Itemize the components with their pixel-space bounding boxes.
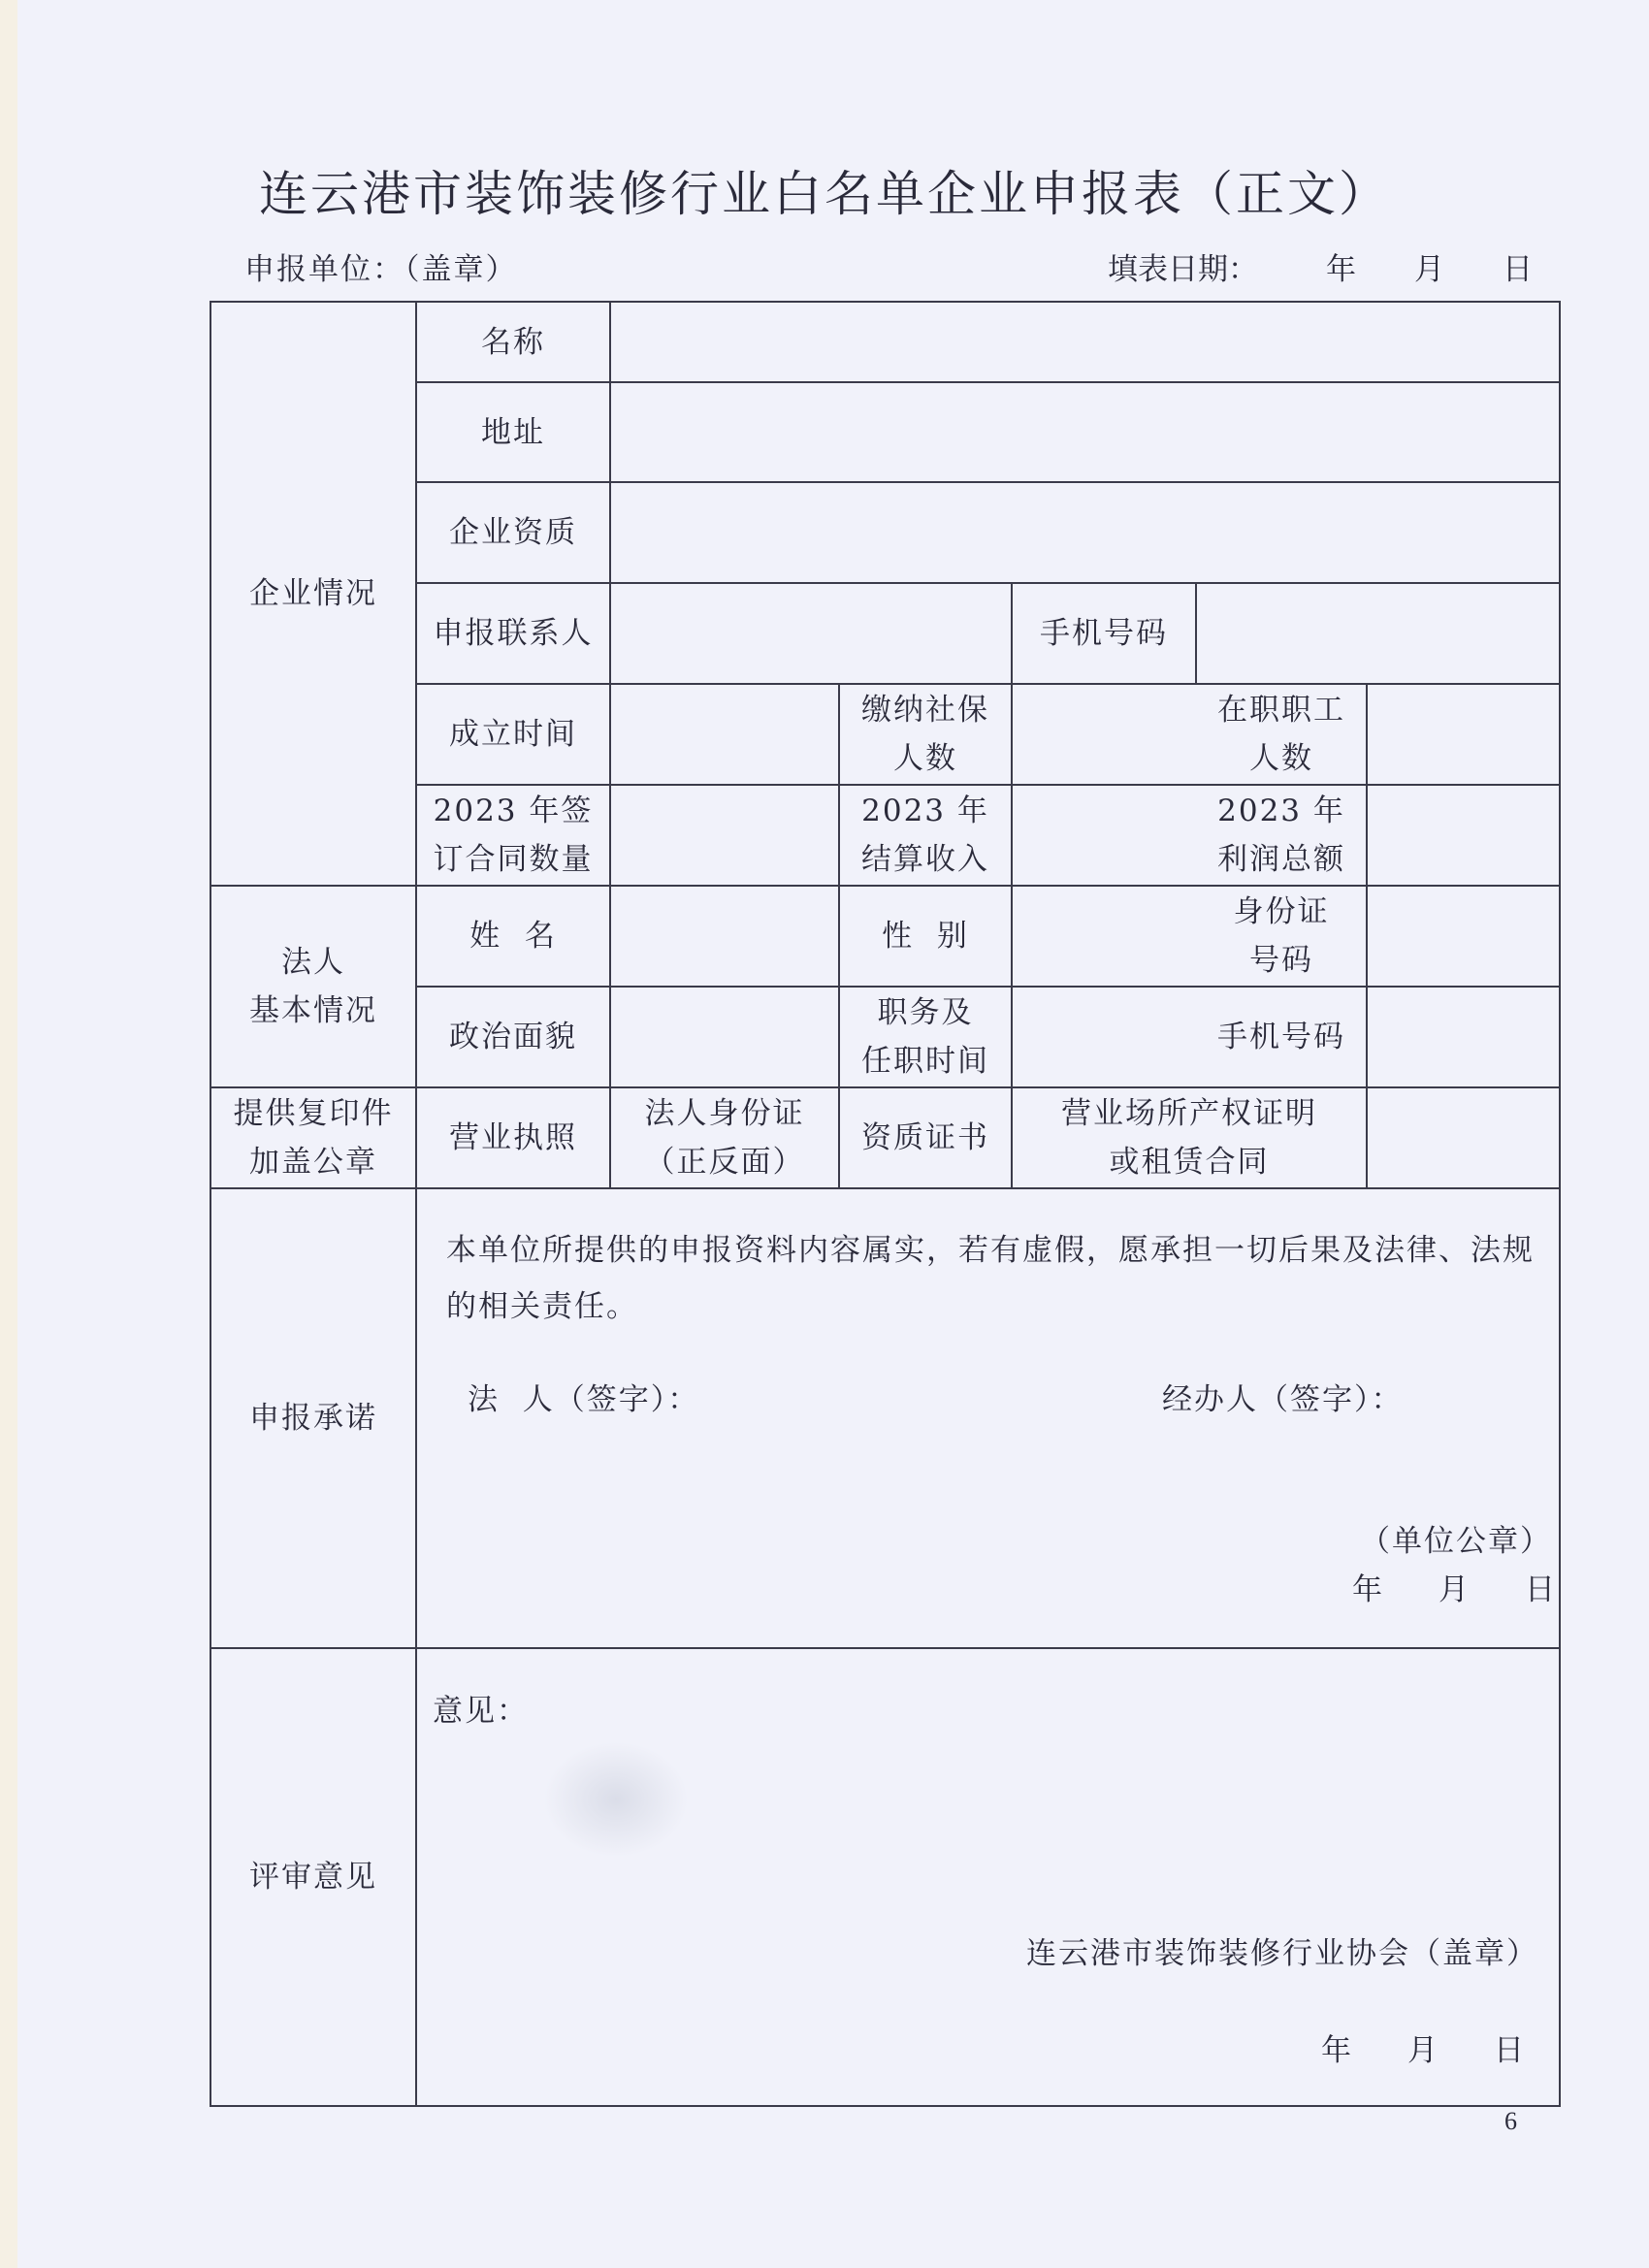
section-copies: 提供复印件 加盖公章 (233, 1096, 394, 1180)
label-profit-2023: 2023 年 利润总额 (1217, 794, 1345, 877)
field-legal-mobile[interactable] (1368, 988, 1559, 1086)
label-contracts-2023: 2023 年签 订合同数量 (433, 794, 594, 877)
label-political-status: 政治面貌 (449, 1020, 577, 1054)
field-id-number[interactable] (1368, 887, 1559, 986)
field-qualification[interactable] (611, 483, 1559, 582)
field-address[interactable] (611, 383, 1559, 481)
scan-smudge (543, 1741, 689, 1858)
field-social-security[interactable] (1013, 685, 1195, 784)
field-company-name[interactable] (611, 303, 1559, 381)
review-date-day: 日 (1494, 2033, 1524, 2068)
table-border-right (1559, 301, 1561, 2107)
copy-id-card: 法人身份证 （正反面） (644, 1096, 805, 1180)
section-review: 评审意见 (249, 1860, 377, 1895)
field-position[interactable] (1013, 988, 1195, 1086)
fill-date-day: 日 (1503, 252, 1533, 287)
copy-business-license: 营业执照 (449, 1120, 577, 1155)
section-company: 企业情况 (249, 576, 377, 611)
opinion-label: 意见： (433, 1694, 529, 1729)
promise-date-year: 年 (1352, 1572, 1382, 1607)
section-promise: 申报承诺 (249, 1401, 377, 1436)
copy-property-proof: 营业场所产权证明 或租赁合同 (1061, 1096, 1317, 1180)
copy-qualification-cert: 资质证书 (861, 1120, 989, 1155)
review-date-month: 月 (1407, 2033, 1438, 2068)
field-political-status[interactable] (611, 988, 838, 1086)
field-company-mobile[interactable] (1197, 584, 1559, 683)
review-date-year: 年 (1321, 2033, 1351, 2068)
field-founded[interactable] (611, 685, 838, 784)
label-company-name: 名称 (481, 324, 545, 360)
label-contact: 申报联系人 (433, 616, 594, 651)
label-legal-mobile: 手机号码 (1217, 1020, 1345, 1054)
fill-date-year: 年 (1326, 252, 1356, 287)
label-company-mobile: 手机号码 (1040, 616, 1168, 651)
applicant-unit-label: 申报单位：（盖章） (244, 252, 518, 287)
table-border-bottom (210, 2105, 1561, 2107)
page-title: 连云港市装饰装修行业白名单企业申报表（正文） (259, 166, 1390, 222)
label-qualification: 企业资质 (449, 515, 577, 550)
label-address: 地址 (481, 414, 545, 450)
handler-signature-label: 经办人（签字）： (1162, 1382, 1404, 1417)
fill-date-label: 填表日期： (1108, 252, 1258, 287)
field-employees[interactable] (1368, 685, 1559, 784)
label-revenue-2023: 2023 年 结算收入 (861, 794, 989, 877)
review-date (1321, 2023, 1524, 2079)
field-copy-check[interactable] (1368, 1088, 1559, 1187)
label-founded: 成立时间 (449, 717, 577, 752)
promise-date-month: 月 (1439, 1572, 1469, 1607)
field-contact[interactable] (611, 584, 1011, 683)
label-id-number: 身份证 号码 (1233, 894, 1330, 978)
label-legal-name: 姓 名 (469, 919, 557, 954)
promise-statement: 本单位所提供的申报资料内容属实，若有虚假，愿承担一切后果及法律、法规的相关责任。 (446, 1233, 1535, 1324)
fill-date-month: 月 (1414, 252, 1444, 287)
page-number: 6 (1504, 2107, 1517, 2135)
field-gender[interactable] (1013, 887, 1195, 986)
label-social-security: 缴纳社保 人数 (861, 693, 989, 776)
field-revenue-2023[interactable] (1013, 786, 1195, 885)
section-legal-person: 法人 基本情况 (249, 945, 377, 1028)
association-seal-label: 连云港市装饰装修行业协会（盖章） (1026, 1936, 1538, 1971)
promise-date-day: 日 (1525, 1572, 1555, 1607)
label-employees: 在职职工 人数 (1217, 693, 1345, 776)
field-contracts-2023[interactable] (611, 786, 838, 885)
unit-seal-label: （单位公章） (1360, 1524, 1552, 1559)
label-position: 职务及 任职时间 (861, 995, 989, 1079)
label-gender: 性 别 (882, 919, 969, 954)
promise-date (1352, 1562, 1555, 1618)
legal-signature-label: 法 人（签字）： (468, 1382, 700, 1417)
field-profit-2023[interactable] (1368, 786, 1559, 885)
field-legal-name[interactable] (611, 887, 838, 986)
